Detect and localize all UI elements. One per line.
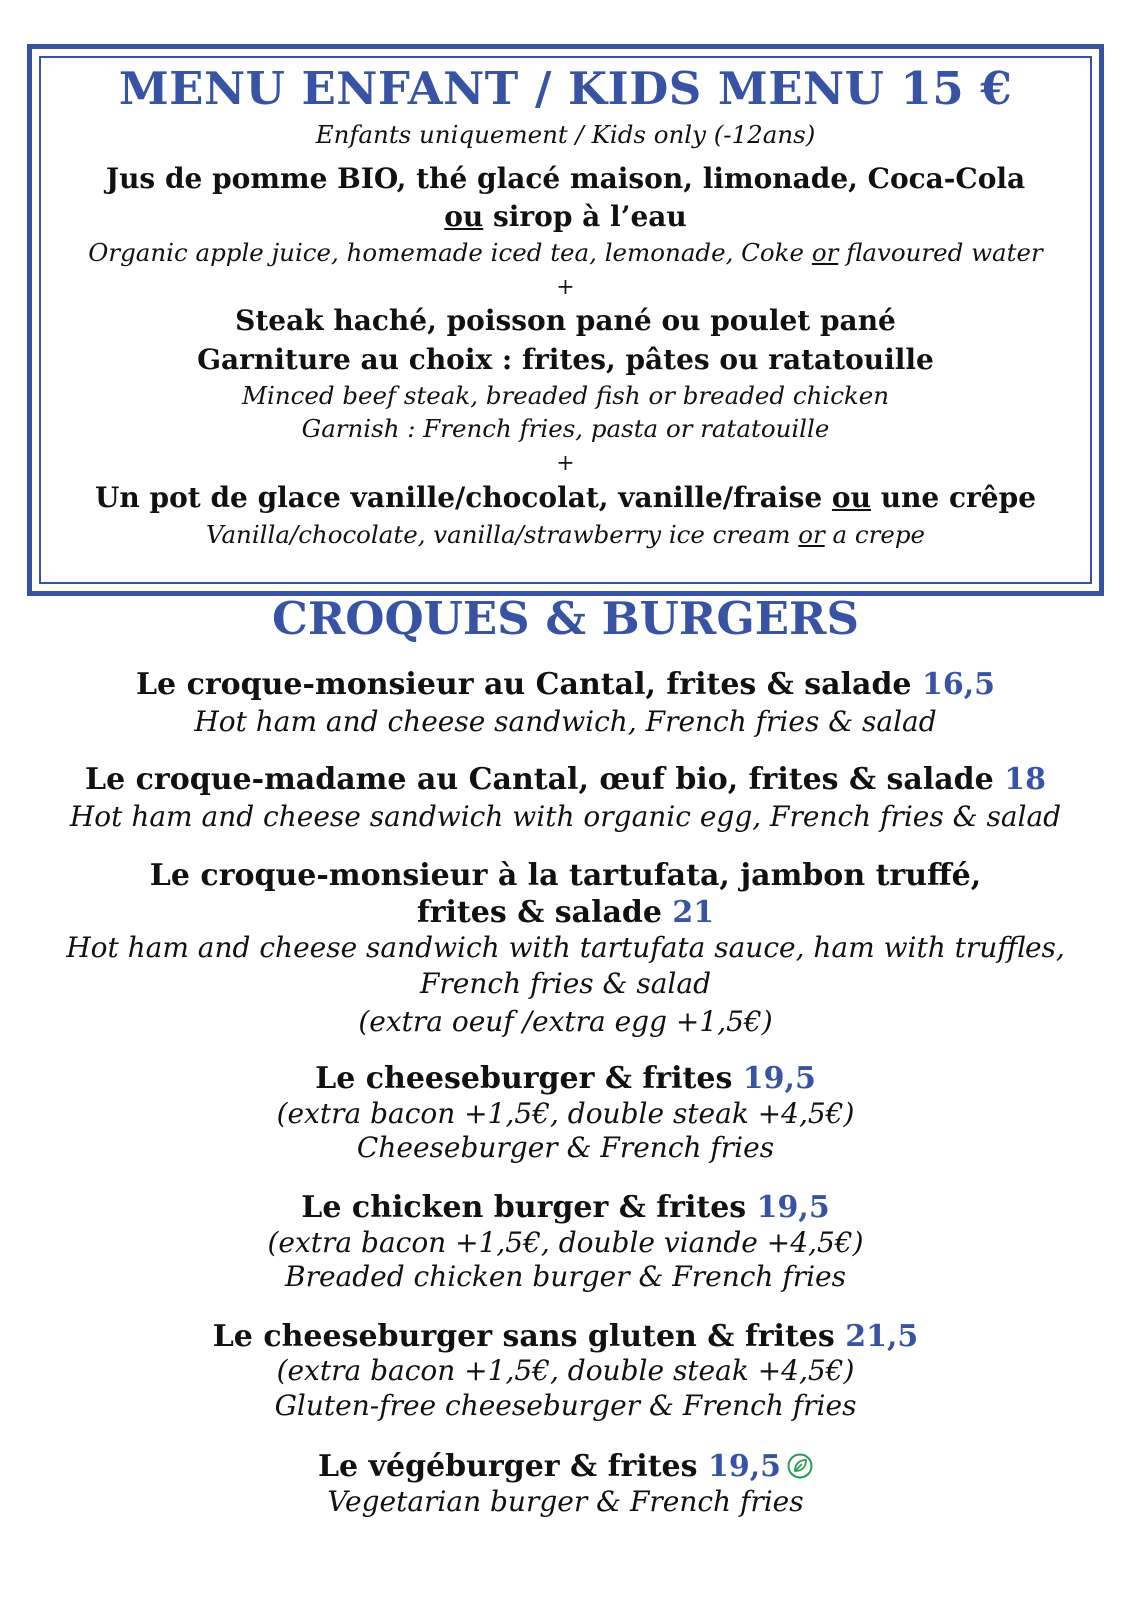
dessert-fr-text: Un pot de glace vanille/chocolat, vanille/fraise <box>94 481 832 514</box>
menu-item-name <box>0 1062 1131 1097</box>
item-price: 19,5 <box>742 1061 816 1096</box>
menu-item-extra: (extra bacon +1,5€, double steak +4,5€) <box>276 1097 855 1130</box>
item-name-text: frites & salade <box>416 895 673 930</box>
item-name-text: Le chicken burger & frites <box>301 1190 757 1225</box>
dessert-en-text: Vanilla/chocolate, vanilla/strawberry ice cream <box>206 520 799 549</box>
menu-item-name <box>0 1450 1131 1485</box>
menu-item-description: French fries & salad <box>419 967 712 1000</box>
menu-item-name <box>0 668 1131 703</box>
item-price: 21,5 <box>845 1319 919 1354</box>
item-price: 16,5 <box>921 667 996 702</box>
menu-item-extra: (extra oeuf /extra egg +1,5€) <box>358 1005 773 1038</box>
kids-drinks-fr-line-1: Jus de pomme BIO, thé glacé maison, limonade, Coca-Cola <box>105 162 1026 195</box>
drinks-fr-rest: sirop à l’eau <box>483 200 687 233</box>
item-price: 21 <box>672 895 715 930</box>
item-name-text: Le végéburger & frites <box>317 1449 708 1484</box>
or-word: or <box>798 520 825 549</box>
menu-item-name <box>0 763 1131 798</box>
or-word: or <box>811 238 839 267</box>
menu-item-name <box>0 1191 1131 1226</box>
dessert-fr-text: une crêpe <box>870 481 1037 514</box>
kids-main-fr-line-1: Steak haché, poisson pané ou poulet pané <box>235 304 896 337</box>
kids-main-en-line-2: Garnish : French fries, pasta or ratatouille <box>301 414 830 443</box>
menu-item-extra: (extra bacon +1,5€, double viande +4,5€) <box>267 1226 864 1259</box>
menu-item-description: Hot ham and cheese sandwich with tartufata sauce, ham with truffles, <box>66 931 1065 964</box>
kids-main-en-line-1: Minced beef steak, breaded fish or breaded chicken <box>241 381 890 410</box>
vegetarian-leaf-icon <box>787 1453 813 1479</box>
kids-main-fr-line-2: Garniture au choix : frites, pâtes ou ratatouille <box>197 343 934 376</box>
menu-item-extra: (extra bacon +1,5€, double steak +4,5€) <box>276 1354 855 1387</box>
menu-item-description: Vegetarian burger & French fries <box>327 1485 804 1518</box>
item-price: 19,5 <box>756 1190 830 1225</box>
menu-item-description: Gluten-free cheeseburger & French fries <box>274 1389 857 1422</box>
menu-item-description: Hot ham and cheese sandwich, French fries & salad <box>194 705 937 738</box>
menu-item-name <box>0 896 1131 931</box>
kids-dessert-fr <box>0 482 1131 514</box>
item-price: 18 <box>1004 762 1046 797</box>
dessert-en-text: a crepe <box>824 520 925 549</box>
or-word: ou <box>444 200 484 233</box>
kids-drinks-en <box>0 239 1131 267</box>
menu-item-name: Le croque-monsieur à la tartufata, jambon truffé, <box>149 858 982 893</box>
item-name-text: Le croque-madame au Cantal, œuf bio, frites & salade <box>85 762 1005 797</box>
menu-item-description: Cheeseburger & French fries <box>356 1131 775 1164</box>
menu-item-name <box>0 1320 1131 1355</box>
drinks-en-text: flavoured water <box>838 238 1043 267</box>
item-price: 19,5 <box>707 1449 782 1484</box>
kids-dessert-en <box>0 521 1131 549</box>
or-word: ou <box>831 481 871 514</box>
kids-menu-subtitle: Enfants uniquement / Kids only (-12ans) <box>315 120 816 149</box>
menu-item-description: Hot ham and cheese sandwich with organic egg, French fries & salad <box>69 800 1062 833</box>
item-name-text: Le croque-monsieur au Cantal, frites & salade <box>135 667 922 702</box>
drinks-en-text: Organic apple juice, homemade iced tea, lemonade, Coke <box>88 238 812 267</box>
kids-drinks-fr-line-2 <box>0 201 1131 233</box>
plus-separator: + <box>556 451 575 476</box>
item-name-text: Le cheeseburger & frites <box>315 1061 743 1096</box>
menu-item-description: Breaded chicken burger & French fries <box>285 1260 846 1293</box>
section-title: CROQUES & BURGERS <box>272 592 859 645</box>
plus-separator: + <box>556 275 575 300</box>
kids-menu-title: MENU ENFANT / KIDS MENU 15 € <box>118 62 1013 115</box>
item-name-text: Le cheeseburger sans gluten & frites <box>212 1319 846 1354</box>
